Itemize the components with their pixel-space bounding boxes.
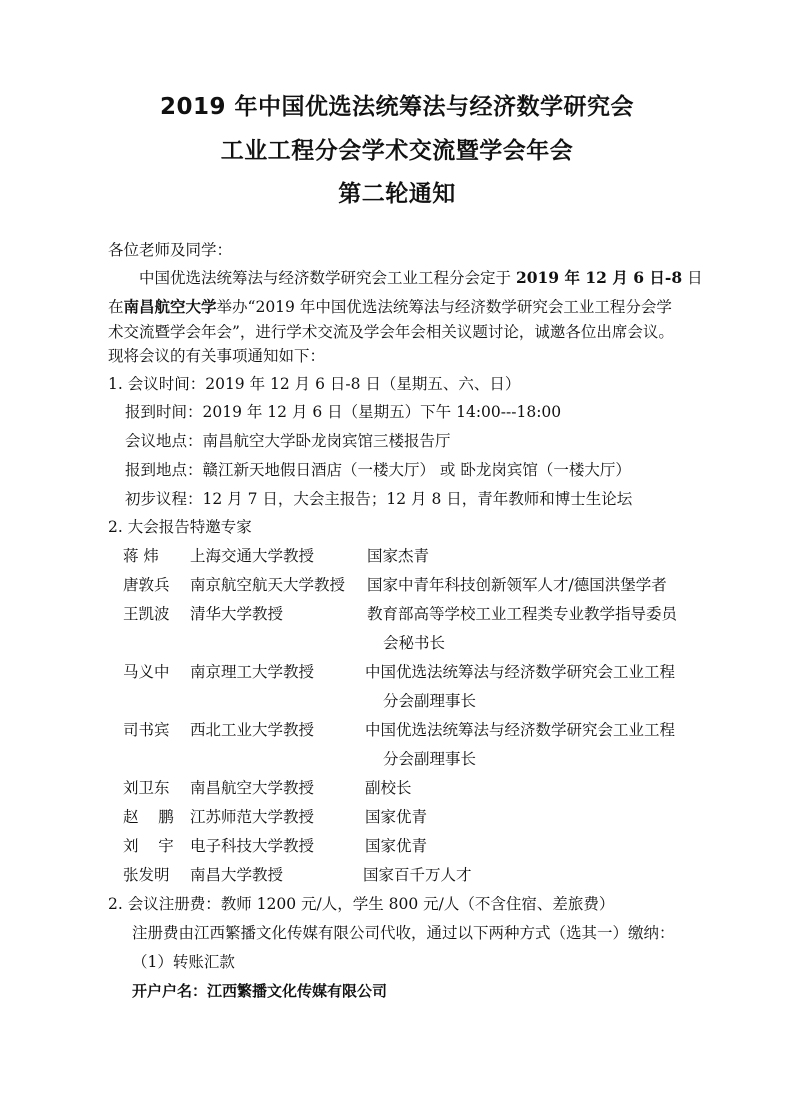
- intro-line3: 术交流暨学会年会”，进行学术交流及学会年会相关议题讨论，诚邀各位出席会议。: [108, 323, 674, 341]
- expert-honor: 中国优选法统筹法与经济数学研究会工业工程: [365, 721, 676, 739]
- expert-title: 江苏师范大学教授: [190, 808, 315, 826]
- expert-name: 唐敦兵: [123, 576, 170, 594]
- section3-heading: 2. 会议注册费：教师 1200 元/人，学生 800 元/人（不含住宿、差旅费）: [108, 895, 615, 913]
- expert-name: 赵 鹏: [123, 808, 174, 826]
- intro-text: 在: [108, 298, 124, 316]
- expert-title: 南昌大学教授: [190, 866, 284, 884]
- meeting-venue: 会议地点：南昌航空大学卧龙岗宾馆三楼报告厅: [125, 432, 451, 450]
- expert-honor: 教育部高等学校工业工程类专业教学指导委员: [367, 605, 678, 623]
- expert-title: 南京航空航天大学教授: [190, 576, 346, 594]
- doc-title-line1: 2019 年中国优选法统筹法与经济数学研究会: [159, 94, 635, 120]
- expert-title: 西北工业大学教授: [190, 721, 315, 739]
- salutation: 各位老师及同学：: [108, 241, 233, 259]
- expert-title: 电子科技大学教授: [190, 837, 315, 855]
- expert-name: 马义中: [123, 663, 170, 681]
- expert-honor-continued: 分会副理事长: [383, 692, 477, 710]
- expert-honor-continued: 分会副理事长: [383, 750, 477, 768]
- intro-line1: [139, 268, 703, 288]
- expert-name: 司书宾: [123, 721, 170, 739]
- expert-honor: 国家杰青: [367, 547, 430, 565]
- expert-honor: 中国优选法统筹法与经济数学研究会工业工程: [365, 663, 676, 681]
- expert-title: 清华大学教授: [190, 605, 284, 623]
- expert-name: 张发明: [123, 866, 170, 884]
- section2-heading: 2. 大会报告特邀专家: [108, 518, 252, 536]
- expert-honor: 国家中青年科技创新领军人才/德国洪堡学者: [367, 576, 667, 594]
- expert-honor: 副校长: [365, 779, 412, 797]
- expert-honor: 国家优青: [365, 808, 428, 826]
- registration-time: 报到时间：2019 年 12 月 6 日（星期五）下午 14:00---18:00: [125, 403, 562, 421]
- expert-name: 刘 宇: [123, 837, 174, 855]
- doc-title-line2: 工业工程分会学术交流暨学会年会: [220, 138, 574, 164]
- registration-place: 报到地点：赣江新天地假日酒店（一楼大厅） 或 卧龙岗宾馆（一楼大厅）: [125, 461, 631, 479]
- expert-name: 王凯波: [123, 605, 170, 623]
- doc-title-line3: 第二轮通知: [338, 181, 456, 207]
- expert-title: 上海交通大学教授: [190, 547, 315, 565]
- expert-title: 南京理工大学教授: [190, 663, 315, 681]
- section1-heading: 1. 会议时间：2019 年 12 月 6 日-8 日（星期五、六、日）: [108, 375, 521, 393]
- intro-dates: 2019 年 12 月 6 日-8: [515, 268, 683, 287]
- expert-name: 蒋 炜: [123, 547, 159, 565]
- expert-title: 南昌航空大学教授: [190, 779, 315, 797]
- expert-honor: 国家优青: [365, 837, 428, 855]
- intro-text: 中国优选法统筹法与经济数学研究会工业工程分会定于: [139, 269, 516, 287]
- preliminary-agenda: 初步议程：12 月 7 日，大会主报告；12 月 8 日，青年教师和博士生论坛: [125, 490, 633, 508]
- intro-line2: [108, 297, 672, 317]
- payment-method-1: （1）转账汇款: [132, 953, 235, 971]
- account-name: 开户户名：江西繁播文化传媒有限公司: [132, 982, 388, 1000]
- expert-name: 刘卫东: [123, 779, 170, 797]
- intro-text: 日: [682, 269, 703, 287]
- intro-line4: 现将会议的有关事项通知如下：: [108, 347, 326, 365]
- intro-text: 举办“2019 年中国优选法统筹法与经济数学研究会工业工程分会学: [216, 298, 672, 316]
- expert-honor: 国家百千万人才: [363, 866, 472, 884]
- expert-honor-continued: 会秘书长: [383, 634, 446, 652]
- fee-collection-note: 注册费由江西繁播文化传媒有限公司代收，通过以下两种方式（选其一）缴纳：: [132, 924, 675, 942]
- intro-venue: 南昌航空大学: [123, 297, 217, 316]
